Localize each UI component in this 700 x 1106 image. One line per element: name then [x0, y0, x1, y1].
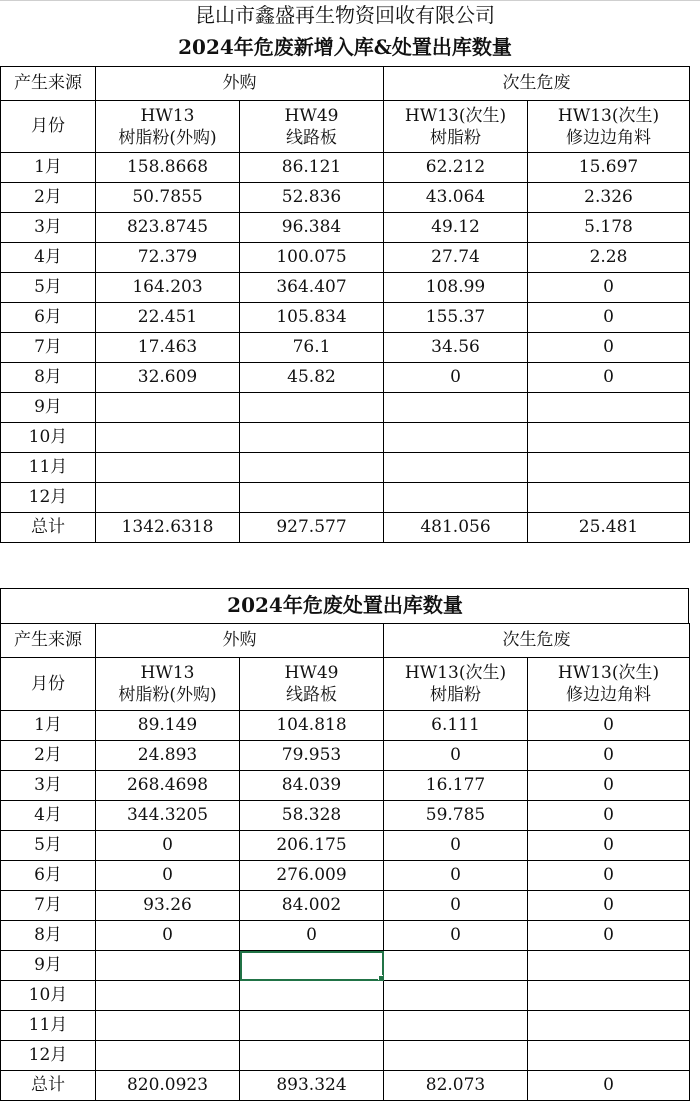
value-cell[interactable]	[384, 453, 528, 483]
selected-cell[interactable]	[240, 951, 384, 981]
column-header-code: HW13(次生)	[404, 105, 507, 126]
fill-handle[interactable]	[378, 975, 384, 981]
value-cell[interactable]	[384, 1011, 528, 1041]
value-cell[interactable]: 84.002	[240, 891, 384, 921]
table-row	[1, 453, 690, 483]
value-cell[interactable]: 32.609	[96, 363, 240, 393]
value-cell[interactable]: 93.26	[96, 891, 240, 921]
value-cell[interactable]: 344.3205	[96, 801, 240, 831]
value-cell[interactable]: 268.4698	[96, 771, 240, 801]
value-cell[interactable]	[528, 453, 690, 483]
table-row	[1, 423, 690, 453]
value-cell[interactable]	[528, 1011, 690, 1041]
month-cell[interactable]: 9月	[1, 393, 96, 423]
value-cell[interactable]: 16.177	[384, 771, 528, 801]
disposal-table	[0, 623, 690, 1101]
value-cell[interactable]: 49.12	[384, 213, 528, 243]
intake-table-body	[1, 67, 690, 543]
table1-title: 2024年危废新增入库&处置出库数量	[178, 35, 512, 59]
month-cell[interactable]: 7月	[1, 891, 96, 921]
value-cell[interactable]: 0	[528, 831, 690, 861]
value-cell[interactable]: 0	[528, 363, 690, 393]
month-cell[interactable]: 5月	[1, 831, 96, 861]
purchased-group-cell[interactable]: 外购	[96, 67, 384, 101]
table-row	[1, 741, 690, 771]
value-cell[interactable]	[240, 483, 384, 513]
value-cell[interactable]: 52.836	[240, 183, 384, 213]
value-cell[interactable]: 0	[384, 831, 528, 861]
value-cell[interactable]: 50.7855	[96, 183, 240, 213]
column-header-hw13-secondary-powder[interactable]	[384, 101, 528, 153]
month-cell[interactable]: 8月	[1, 921, 96, 951]
table-row	[1, 921, 690, 951]
column-header-desc: 树脂粉	[430, 127, 481, 148]
value-cell[interactable]: 27.74	[384, 243, 528, 273]
value-cell[interactable]: 76.1	[240, 333, 384, 363]
month-cell[interactable]: 5月	[1, 273, 96, 303]
column-header-desc: 树脂粉	[430, 685, 481, 705]
month-cell[interactable]: 6月	[1, 303, 96, 333]
value-cell[interactable]: 206.175	[240, 831, 384, 861]
month-cell[interactable]: 10月	[1, 981, 96, 1011]
value-cell[interactable]: 105.834	[240, 303, 384, 333]
month-cell[interactable]: 12月	[1, 483, 96, 513]
month-label-cell[interactable]: 月份	[1, 101, 96, 153]
value-cell[interactable]	[528, 1041, 690, 1071]
value-cell[interactable]: 0	[384, 921, 528, 951]
table-row	[1, 333, 690, 363]
value-cell[interactable]: 0	[528, 711, 690, 741]
value-cell[interactable]	[96, 1011, 240, 1041]
value-cell[interactable]	[96, 393, 240, 423]
column-header-hw13-purchased[interactable]	[96, 101, 240, 153]
value-cell[interactable]: 43.064	[384, 183, 528, 213]
month-cell[interactable]: 3月	[1, 213, 96, 243]
value-cell[interactable]: 59.785	[384, 801, 528, 831]
column-header-hw49[interactable]	[240, 101, 384, 153]
table-row	[1, 861, 690, 891]
value-cell[interactable]: 86.121	[240, 153, 384, 183]
value-cell[interactable]: 0	[528, 333, 690, 363]
value-cell[interactable]: 17.463	[96, 333, 240, 363]
value-cell[interactable]	[528, 951, 690, 981]
value-cell[interactable]: 0	[384, 741, 528, 771]
value-cell[interactable]: 0	[240, 921, 384, 951]
value-cell[interactable]: 1342.6318	[96, 513, 240, 543]
value-cell[interactable]: 823.8745	[96, 213, 240, 243]
table-row	[1, 951, 690, 981]
month-cell[interactable]: 4月	[1, 801, 96, 831]
source-label-cell[interactable]: 产生来源	[1, 67, 96, 101]
column-header-desc: 修边边角料	[566, 127, 651, 148]
value-cell[interactable]: 481.056	[384, 513, 528, 543]
month-cell[interactable]: 1月	[1, 711, 96, 741]
value-cell[interactable]: 84.039	[240, 771, 384, 801]
purchased-group-cell[interactable]: 外购	[96, 624, 384, 658]
value-cell[interactable]: 0	[528, 861, 690, 891]
value-cell[interactable]: 2.28	[528, 243, 690, 273]
value-cell[interactable]	[528, 483, 690, 513]
column-header-hw13-purchased[interactable]	[96, 658, 240, 711]
value-cell[interactable]: 0	[528, 741, 690, 771]
value-cell[interactable]: 5.178	[528, 213, 690, 243]
secondary-group-cell[interactable]: 次生危废	[384, 67, 690, 101]
value-cell[interactable]: 25.481	[528, 513, 690, 543]
value-cell[interactable]: 155.37	[384, 303, 528, 333]
value-cell[interactable]: 100.075	[240, 243, 384, 273]
value-cell[interactable]: 58.328	[240, 801, 384, 831]
value-cell[interactable]: 0	[528, 801, 690, 831]
value-cell[interactable]: 96.384	[240, 213, 384, 243]
month-cell[interactable]: 2月	[1, 741, 96, 771]
table-row	[1, 363, 690, 393]
table-row	[1, 831, 690, 861]
value-cell[interactable]: 6.111	[384, 711, 528, 741]
value-cell[interactable]	[240, 393, 384, 423]
value-cell[interactable]	[96, 981, 240, 1011]
month-cell[interactable]: 3月	[1, 771, 96, 801]
table2-title: 2024年危废处置出库数量	[227, 593, 463, 617]
table-row	[1, 513, 690, 543]
value-cell[interactable]: 0	[384, 861, 528, 891]
value-cell[interactable]	[384, 423, 528, 453]
value-cell[interactable]: 82.073	[384, 1071, 528, 1101]
value-cell[interactable]: 0	[384, 363, 528, 393]
value-cell[interactable]: 0	[528, 1071, 690, 1101]
intake-table	[0, 66, 690, 543]
table-row	[1, 153, 690, 183]
value-cell[interactable]	[240, 981, 384, 1011]
column-header-hw13-secondary-powder[interactable]	[384, 658, 528, 711]
month-cell[interactable]: 4月	[1, 243, 96, 273]
value-cell[interactable]	[96, 951, 240, 981]
table-row	[1, 273, 690, 303]
value-cell[interactable]	[240, 453, 384, 483]
value-cell[interactable]	[240, 423, 384, 453]
month-cell[interactable]: 总计	[1, 513, 96, 543]
column-header-desc: 线路板	[286, 127, 337, 148]
value-cell[interactable]	[96, 1041, 240, 1071]
value-cell[interactable]: 104.818	[240, 711, 384, 741]
value-cell[interactable]	[384, 393, 528, 423]
column-header-code: HW13(次生)	[557, 105, 660, 126]
value-cell[interactable]: 0	[96, 921, 240, 951]
value-cell[interactable]: 108.99	[384, 273, 528, 303]
table-row	[1, 711, 690, 741]
value-cell[interactable]: 0	[528, 273, 690, 303]
value-cell[interactable]	[96, 423, 240, 453]
column-header-code: HW13	[140, 663, 195, 683]
month-cell[interactable]: 1月	[1, 153, 96, 183]
value-cell[interactable]	[528, 423, 690, 453]
value-cell[interactable]: 0	[384, 891, 528, 921]
table-row	[1, 213, 690, 243]
top-border	[0, 0, 700, 1]
table-row	[1, 243, 690, 273]
table-row	[1, 393, 690, 423]
column-header-code: HW49	[284, 105, 339, 126]
table-row	[1, 981, 690, 1011]
value-cell[interactable]: 89.149	[96, 711, 240, 741]
column-header-hw13-secondary-scrap[interactable]	[528, 101, 690, 153]
value-cell[interactable]	[384, 981, 528, 1011]
table-row	[1, 183, 690, 213]
month-cell[interactable]: 8月	[1, 363, 96, 393]
month-cell[interactable]: 2月	[1, 183, 96, 213]
value-cell[interactable]	[384, 951, 528, 981]
month-cell[interactable]: 总计	[1, 1071, 96, 1101]
value-cell[interactable]	[240, 1041, 384, 1071]
column-header-hw13-secondary-scrap[interactable]	[528, 658, 690, 711]
column-header-desc: 树脂粉(外购)	[118, 127, 217, 148]
column-header-desc: 线路板	[286, 685, 337, 705]
column-header-desc: 修边边角料	[566, 685, 651, 705]
value-cell[interactable]: 164.203	[96, 273, 240, 303]
disposal-table-body	[1, 624, 690, 1101]
value-cell[interactable]: 0	[528, 891, 690, 921]
value-cell[interactable]: 820.0923	[96, 1071, 240, 1101]
month-cell[interactable]: 11月	[1, 1011, 96, 1041]
column-header-code: HW49	[284, 663, 339, 683]
column-header-hw49[interactable]	[240, 658, 384, 711]
value-cell[interactable]	[240, 1011, 384, 1041]
column-header-code: HW13(次生)	[557, 663, 660, 683]
value-cell[interactable]: 927.577	[240, 513, 384, 543]
value-cell[interactable]: 158.8668	[96, 153, 240, 183]
value-cell[interactable]	[528, 981, 690, 1011]
value-cell[interactable]: 15.697	[528, 153, 690, 183]
table-row	[1, 1041, 690, 1071]
month-cell[interactable]: 7月	[1, 333, 96, 363]
table-row	[1, 891, 690, 921]
month-cell[interactable]: 11月	[1, 453, 96, 483]
month-cell[interactable]: 6月	[1, 861, 96, 891]
table-row	[1, 303, 690, 333]
column-header-code: HW13	[140, 105, 195, 126]
month-cell[interactable]: 9月	[1, 951, 96, 981]
value-cell[interactable]	[96, 483, 240, 513]
value-cell[interactable]: 276.009	[240, 861, 384, 891]
value-cell[interactable]: 34.56	[384, 333, 528, 363]
value-cell[interactable]: 364.407	[240, 273, 384, 303]
value-cell[interactable]: 893.324	[240, 1071, 384, 1101]
value-cell[interactable]	[96, 453, 240, 483]
value-cell[interactable]: 45.82	[240, 363, 384, 393]
table-row	[1, 1071, 690, 1101]
table-row	[1, 483, 690, 513]
table-row	[1, 1011, 690, 1041]
value-cell[interactable]	[384, 1041, 528, 1071]
table-row	[1, 801, 690, 831]
month-cell[interactable]: 12月	[1, 1041, 96, 1071]
value-cell[interactable]: 2.326	[528, 183, 690, 213]
value-cell[interactable]	[384, 483, 528, 513]
secondary-group-cell[interactable]: 次生危废	[384, 624, 690, 658]
column-header-desc: 树脂粉(外购)	[118, 685, 217, 705]
value-cell[interactable]: 62.212	[384, 153, 528, 183]
value-cell[interactable]: 24.893	[96, 741, 240, 771]
value-cell[interactable]	[528, 393, 690, 423]
value-cell[interactable]: 0	[528, 921, 690, 951]
table-row	[1, 771, 690, 801]
value-cell[interactable]: 72.379	[96, 243, 240, 273]
value-cell[interactable]: 0	[96, 861, 240, 891]
column-header-code: HW13(次生)	[404, 663, 507, 683]
company-name: 昆山市鑫盛再生物资回收有限公司	[195, 3, 495, 27]
value-cell[interactable]: 79.953	[240, 741, 384, 771]
month-label-cell[interactable]: 月份	[1, 658, 96, 711]
source-label-cell[interactable]: 产生来源	[1, 624, 96, 658]
value-cell[interactable]: 0	[528, 303, 690, 333]
value-cell[interactable]: 0	[96, 831, 240, 861]
value-cell[interactable]: 22.451	[96, 303, 240, 333]
month-cell[interactable]: 10月	[1, 423, 96, 453]
value-cell[interactable]: 0	[528, 771, 690, 801]
